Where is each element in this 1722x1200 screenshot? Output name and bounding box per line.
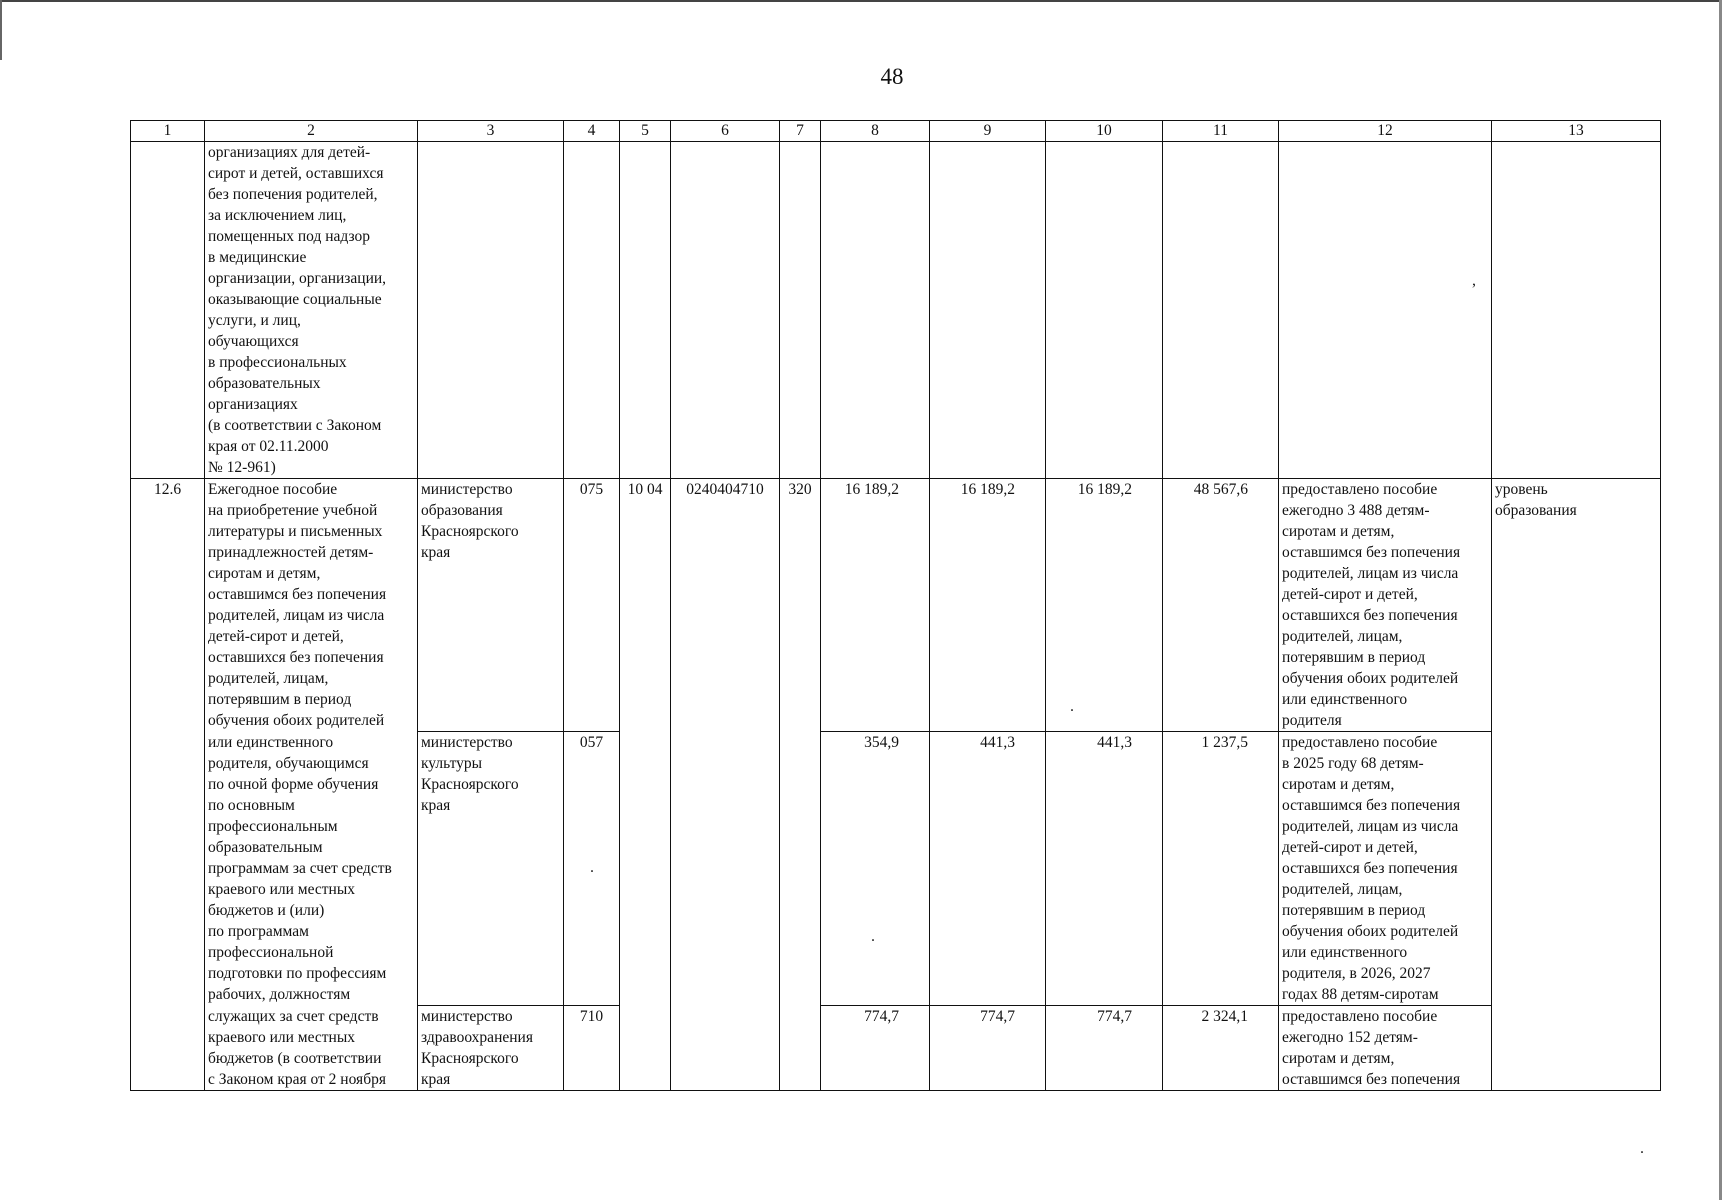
continued-description: организациях для детей- сирот и детей, оставшихся без попечения родителей, за исключением лиц, помещенных под надзор в медицинские организации, организации, оказывающие социальные услуги, и лиц, обучающихся в профессиональных образовательных организациях (в соответствии с Законом края от 02.11.2000 № 12-961) (205, 142, 418, 479)
table-header-row (131, 121, 1661, 142)
column-header: 3 (418, 121, 564, 142)
amount-total: 48 567,6 (1163, 479, 1279, 732)
column-header: 5 (620, 121, 671, 142)
amount-2025: 16 189,2 (821, 479, 930, 732)
column-header: 7 (780, 121, 821, 142)
table-row-continued (131, 142, 1661, 479)
expense-type: 320 (780, 479, 821, 1091)
ministry-name: министерство здравоохранения Красноярского края (418, 1006, 564, 1091)
column-header: 6 (671, 121, 780, 142)
column-header: 8 (821, 121, 930, 142)
amount-2026: 16 189,2 (930, 479, 1046, 732)
scan-speck: . (871, 928, 875, 945)
section-code: 10 04 (620, 479, 671, 1091)
ministry-code: 057 (564, 732, 620, 1006)
ministry-name: министерство культуры Красноярского края (418, 732, 564, 1006)
amount-total: 2 324,1 (1163, 1006, 1279, 1091)
column-header: 11 (1163, 121, 1279, 142)
amount-2026: 441,3 (930, 732, 1046, 1006)
scan-speck: . (1070, 698, 1074, 715)
scan-speck: . (1640, 1140, 1644, 1157)
table-row-culture (131, 732, 1661, 1006)
column-header: 12 (1279, 121, 1492, 142)
table-row-healthcare (131, 1006, 1661, 1091)
scan-border-top (0, 0, 1722, 2)
scan-speck: , (1472, 272, 1476, 289)
scan-speck: . (590, 859, 594, 876)
expected-result: предоставлено пособие ежегодно 152 детям- сиротам и детям, оставшимся без попечения (1279, 1006, 1492, 1091)
column-header: 13 (1492, 121, 1661, 142)
item-number: 12.6 (131, 479, 205, 1091)
column-header: 9 (930, 121, 1046, 142)
ministry-name: министерство образования Красноярского края (418, 479, 564, 732)
result-indicator: уровень образования (1492, 479, 1661, 1091)
amount-total: 1 237,5 (1163, 732, 1279, 1006)
amount-2027: 16 189,2 (1046, 479, 1163, 732)
column-header: 2 (205, 121, 418, 142)
column-header: 10 (1046, 121, 1163, 142)
item-name-part2: или единственного родителя, обучающимся по очной форме обучения по основным профессиональным образовательным программам за счет средств краевого или местных бюджетов и (или) по программам профессиональной подготовки по профессиям рабочих, должностям (205, 732, 418, 1006)
amount-2025: 354,9 (821, 732, 930, 1006)
ministry-code: 075 (564, 479, 620, 732)
budget-table (130, 120, 1661, 1091)
ministry-code: 710 (564, 1006, 620, 1091)
item-name-part3: служащих за счет средств краевого или местных бюджетов (в соответствии с Законом края от 2 ноября (205, 1006, 418, 1091)
amount-2025: 774,7 (821, 1006, 930, 1091)
item-name-part1: Ежегодное пособие на приобретение учебной литературы и письменных принадлежностей детям- сиротам и детям, оставшимся без попечения родителей, лицам из числа детей-сирот и детей, оставшихся без попечения родителей, лицам, потерявшим в период обучения обоих родителей (205, 479, 418, 732)
expected-result: предоставлено пособие ежегодно 3 488 детям- сиротам и детям, оставшимся без попечения родителей, лицам из числа детей-сирот и детей, оставшихся без попечения родителей, лицам, потерявшим в период обучения обоих родителей или единственного родителя (1279, 479, 1492, 732)
expected-result: предоставлено пособие в 2025 году 68 детям- сиротам и детям, оставшимся без попечения родителей, лицам из числа детей-сирот и детей, оставшихся без попечения родителей, лицам, потерявшим в период обучения обоих родителей или единственного родителя, в 2026, 2027 годах 88 детям-сиротам (1279, 732, 1492, 1006)
amount-2027: 774,7 (1046, 1006, 1163, 1091)
amount-2027: 441,3 (1046, 732, 1163, 1006)
scan-border-left (0, 0, 2, 60)
column-header: 1 (131, 121, 205, 142)
page-number: 48 (880, 64, 904, 89)
amount-2026: 774,7 (930, 1006, 1046, 1091)
target-code: 0240404710 (671, 479, 780, 1091)
table-row-education (131, 479, 1661, 732)
column-header: 4 (564, 121, 620, 142)
